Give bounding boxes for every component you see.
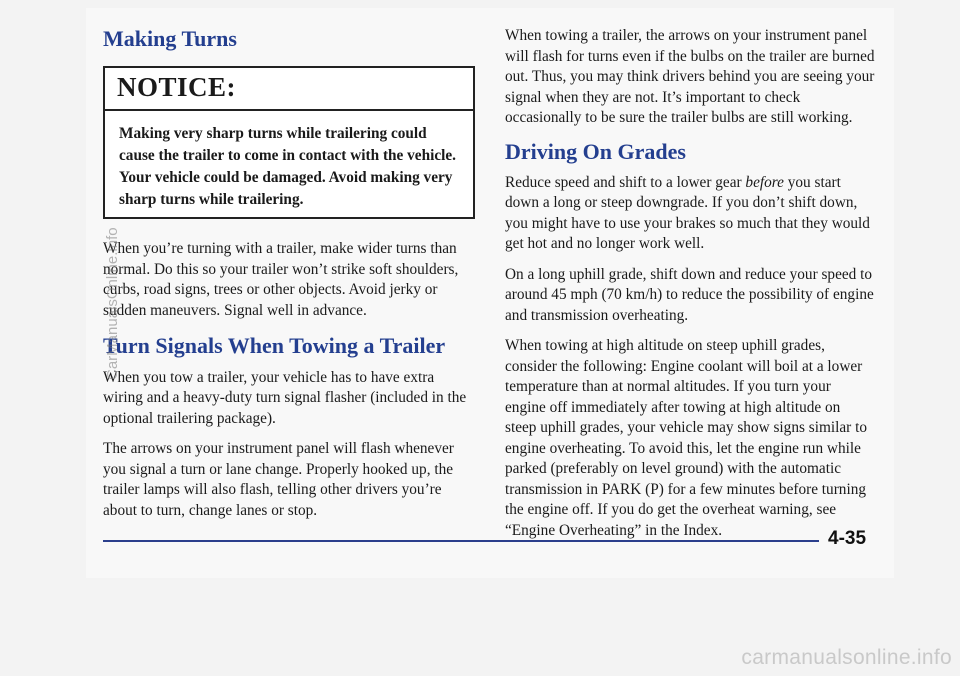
right-column	[505, 26, 875, 551]
paragraph-downgrade	[505, 173, 875, 255]
footer-rule	[103, 540, 819, 542]
left-column	[103, 26, 475, 531]
heading-driving-on-grades: Driving On Grades	[505, 138, 686, 164]
paragraph-wiring: When you tow a trailer, your vehicle has to have extra wiring and a heavy-duty turn signal flasher (included in the optional trailering package).	[103, 368, 467, 427]
downgrade-text-b: you start down a long or steep downgrade. If you don’t shift down, you might have to use your brakes so much that they would get hot and no longer work well.	[505, 173, 870, 253]
notice-text: Making very sharp turns while trailering could cause the trailer to come in contact with the vehicle. Your vehicle could be damaged. Avoid making very sharp turns while trailering.	[119, 125, 457, 209]
side-watermark: CarManualsOnline.info	[104, 227, 121, 380]
heading-making-turns: Making Turns	[103, 26, 237, 51]
notice-title: NOTICE:	[105, 68, 473, 111]
page-number: 4-35	[828, 528, 867, 549]
downgrade-text-a: Reduce speed and shift to a lower gear	[505, 173, 746, 191]
notice-box	[103, 66, 475, 219]
paragraph-bulbs: When towing a trailer, the arrows on your instrument panel will flash for turns even if the bulbs on the trailer are burned out. Thus, you may think drivers behind you are seeing your signal when they are not. It’s important to check occasionally to be sure the trailer bulbs are still working.	[505, 27, 875, 126]
paragraph-arrows: The arrows on your instrument panel will flash whenever you signal a turn or lane change. Properly hooked up, the trailer lamps will also flash, telling other drivers you’re about to turn, change lanes or stop.	[103, 440, 454, 519]
heading-turn-signals: Turn Signals When Towing a Trailer	[103, 333, 446, 359]
paragraph-uphill: On a long uphill grade, shift down and reduce your speed to around 45 mph (70 km/h) to reduce the possibility of engine and transmission overheating.	[505, 265, 874, 324]
paragraph-high-altitude: When towing at high altitude on steep uphill grades, consider the following: Engine coolant will boil at a lower temperature than at normal altitudes. If you turn your engine off immediately after towing at high altitude on steep uphill grades, your vehicle may show signs similar to engine overheating. To avoid this, let the engine run while parked (preferably on level ground) with the automatic transmission in PARK (P) for a few minutes before turning the engine off. If you do get the overheat warning, see “Engine Overheating” in the Index.	[505, 337, 867, 539]
downgrade-emphasis: before	[745, 173, 784, 191]
bottom-watermark: carmanualsonline.info	[741, 646, 952, 669]
paragraph-turning: When you’re turning with a trailer, make wider turns than normal. Do this so your trailer won’t strike soft shoulders, curbs, road signs, trees or other objects. Avoid jerky or sudden maneuvers. Signal well in advance.	[103, 240, 459, 319]
